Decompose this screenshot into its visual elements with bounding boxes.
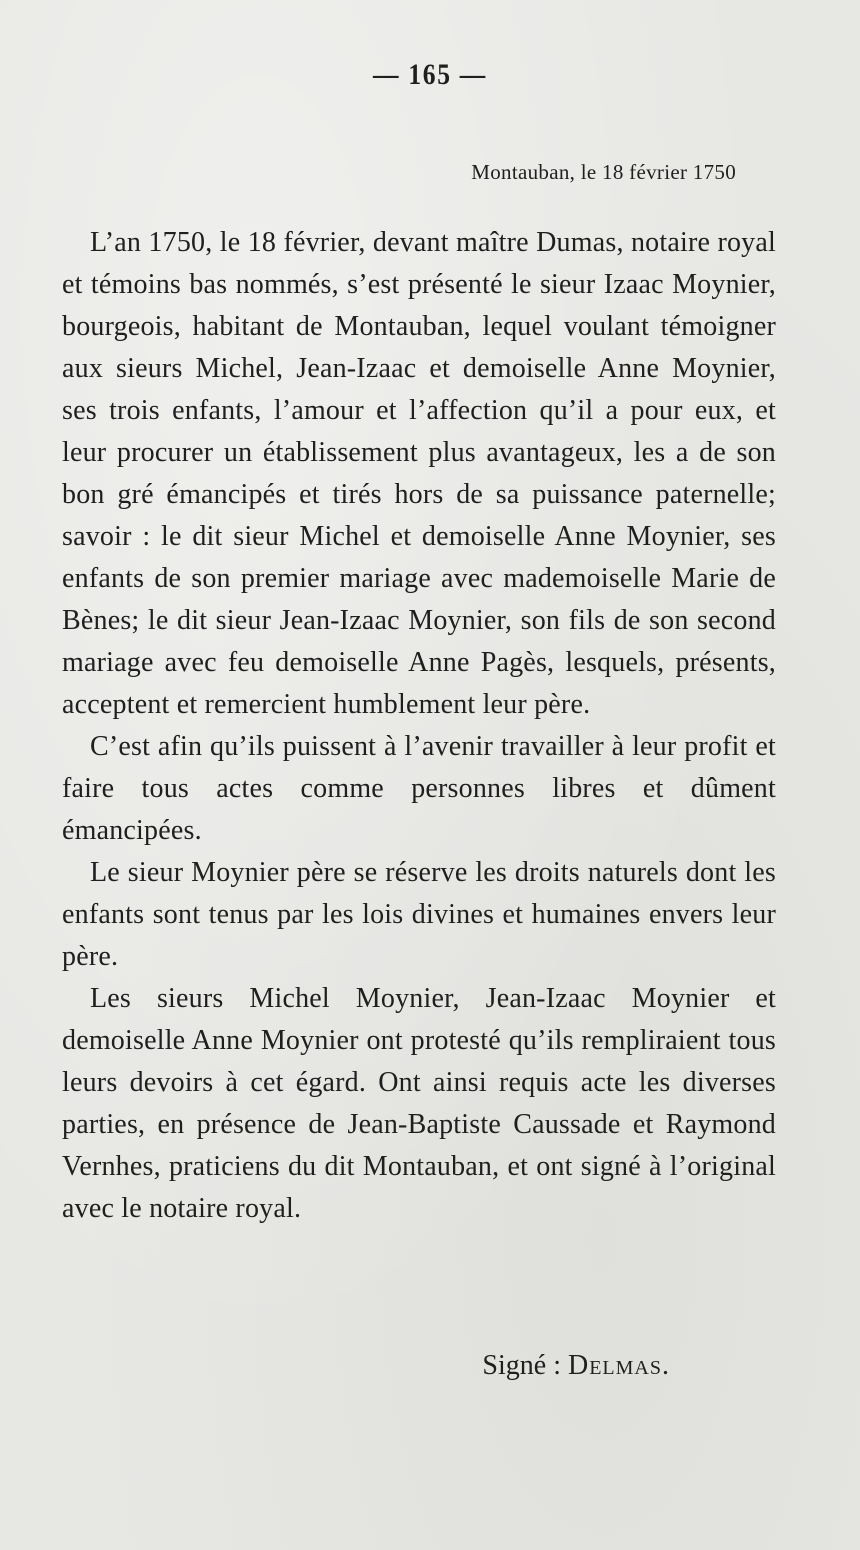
paragraph: C’est afin qu’ils puissent à l’avenir travailler à leur profit et faire tous actes comme personnes libres et dûment émancipées. — [62, 731, 776, 846]
dateline: Montauban, le 18 février 1750 — [471, 160, 736, 184]
paragraph: Le sieur Moynier père se réserve les droits naturels dont les enfants sont tenus par les lois divines et humaines envers leur père. — [62, 857, 776, 972]
signature-name: Delmas. — [567, 1350, 670, 1381]
paragraph: Les sieurs Michel Moynier, Jean-Izaac Moynier et demoiselle Anne Moynier ont protesté qu’ils rempliraient tous leurs devoirs à cet égard. Ont ainsi requis acte les diverses parties, en présence de Jean-Baptiste Caussade et Raymond Vernhes, praticiens du dit Montauban, et ont signé à l’original avec le notaire royal. — [62, 983, 776, 1224]
letter-body — [62, 222, 776, 1230]
signature-line — [482, 1350, 670, 1382]
page-number: — 165 — — [373, 58, 487, 91]
signature-label: Signé : — [482, 1350, 561, 1381]
paragraph: L’an 1750, le 18 février, devant maître Dumas, notaire royal et témoins bas nommés, s’est présenté le sieur Izaac Moynier, bourgeois, habitant de Montauban, lequel voulant témoigner aux sieurs Michel, Jean-Izaac et demoiselle Anne Moynier, ses trois enfants, l’amour et l’affection qu’il a pour eux, et leur procurer un établissement plus avantageux, les a de son bon gré émancipés et tirés hors de sa puissance paternelle; savoir : le dit sieur Michel et demoiselle Anne Moynier, ses enfants de son premier mariage avec mademoiselle Marie de Bènes; le dit sieur Jean-Izaac Moynier, son fils de son second mariage avec feu demoiselle Anne Pagès, lesquels, présents, acceptent et remercient humblement leur père. — [62, 227, 776, 720]
